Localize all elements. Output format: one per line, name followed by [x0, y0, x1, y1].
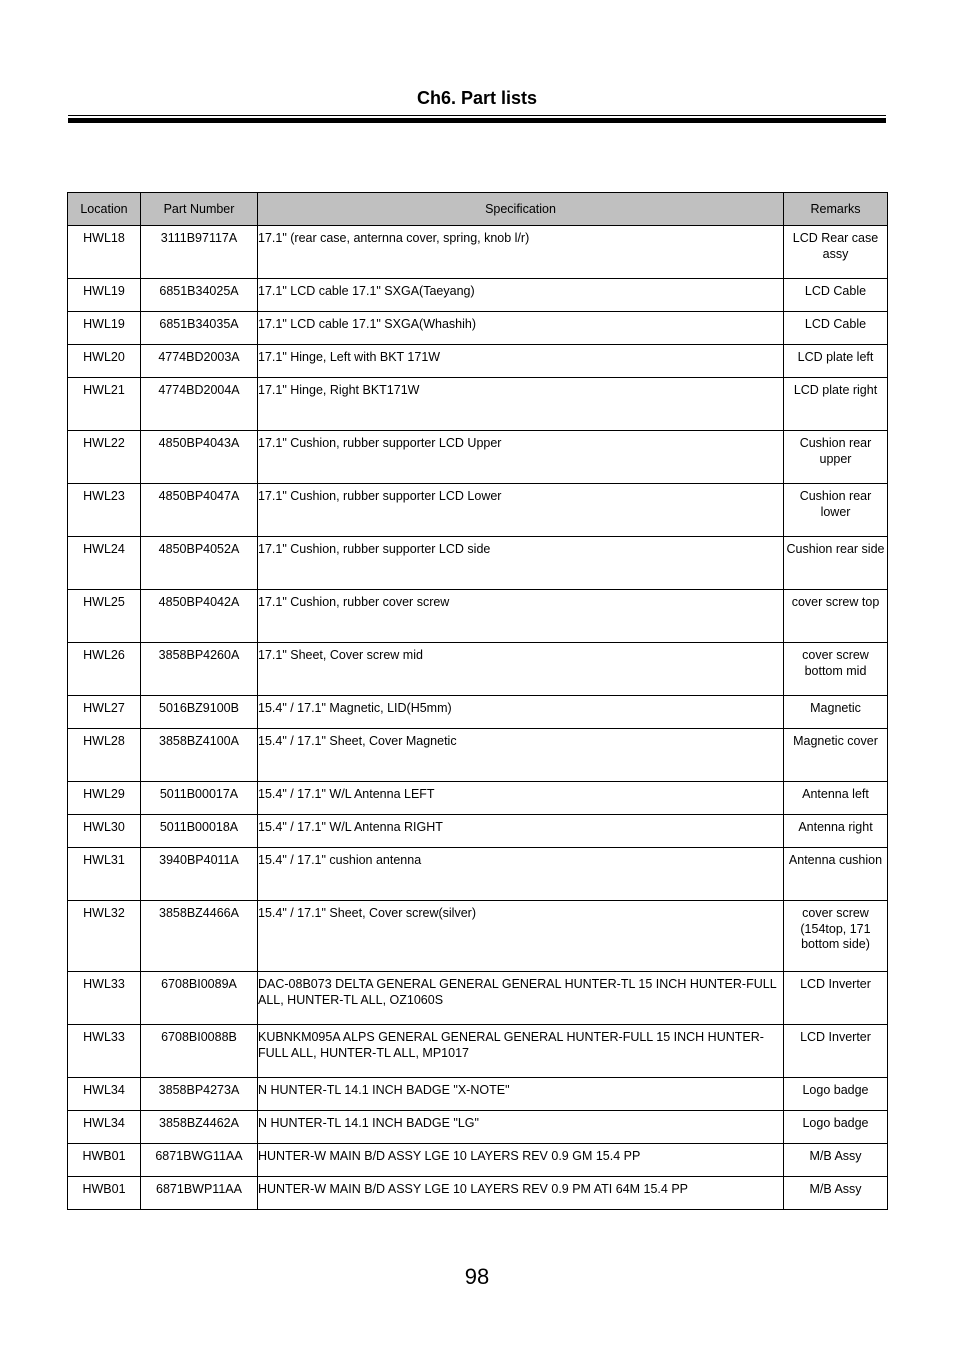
cell-location: HWL29	[68, 782, 141, 815]
header-rule-thin	[68, 115, 886, 116]
page-title: Ch6. Part lists	[416, 88, 538, 108]
cell-remarks: Cushion rear side	[784, 537, 888, 590]
table-row	[68, 643, 888, 696]
cell-remarks: Magnetic	[784, 696, 888, 729]
cell-location: HWL23	[68, 484, 141, 537]
cell-remarks: LCD Inverter	[784, 972, 888, 1025]
cell-part-number: 4774BD2003A	[141, 345, 258, 378]
cell-remarks: LCD Cable	[784, 312, 888, 345]
cell-specification: DAC-08B073 DELTA GENERAL GENERAL GENERAL HUNTER-TL 15 INCH HUNTER-FULL ALL, HUNTER-TL ALL, OZ1060S	[258, 972, 784, 1025]
cell-location: HWL21	[68, 378, 141, 431]
cell-remarks: Antenna cushion	[784, 848, 888, 901]
cell-remarks: Cushion rear upper	[784, 431, 888, 484]
header-rule-thick	[68, 118, 886, 123]
cell-specification: 17.1" LCD cable 17.1" SXGA(Taeyang)	[258, 279, 784, 312]
column-header-specification: Specification	[258, 193, 784, 226]
cell-part-number: 3858BP4260A	[141, 643, 258, 696]
cell-location: HWL27	[68, 696, 141, 729]
cell-part-number: 3858BZ4100A	[141, 729, 258, 782]
cell-remarks: LCD plate left	[784, 345, 888, 378]
cell-specification: 17.1" Cushion, rubber supporter LCD Lower	[258, 484, 784, 537]
cell-part-number: 3940BP4011A	[141, 848, 258, 901]
table-row	[68, 537, 888, 590]
cell-part-number: 4774BD2004A	[141, 378, 258, 431]
table-row	[68, 1144, 888, 1177]
cell-remarks: LCD Inverter	[784, 1025, 888, 1078]
cell-specification: 17.1" Sheet, Cover screw mid	[258, 643, 784, 696]
cell-location: HWL28	[68, 729, 141, 782]
cell-part-number: 3111B97117A	[141, 226, 258, 279]
cell-location: HWL25	[68, 590, 141, 643]
cell-specification: 17.1" Hinge, Right BKT171W	[258, 378, 784, 431]
cell-remarks: cover screw (154top, 171 bottom side)	[784, 901, 888, 972]
table-header-row	[68, 193, 888, 226]
parts-table-body	[68, 226, 888, 1210]
cell-location: HWL34	[68, 1111, 141, 1144]
cell-remarks: M/B Assy	[784, 1177, 888, 1210]
table-row	[68, 345, 888, 378]
cell-specification: 17.1" Hinge, Left with BKT 171W	[258, 345, 784, 378]
table-row	[68, 782, 888, 815]
table-row	[68, 226, 888, 279]
cell-specification: HUNTER-W MAIN B/D ASSY LGE 10 LAYERS REV 0.9 PM ATI 64M 15.4 PP	[258, 1177, 784, 1210]
cell-location: HWL32	[68, 901, 141, 972]
parts-table	[67, 192, 888, 1210]
cell-part-number: 6708BI0089A	[141, 972, 258, 1025]
cell-location: HWB01	[68, 1144, 141, 1177]
table-row	[68, 901, 888, 972]
cell-part-number: 5016BZ9100B	[141, 696, 258, 729]
table-row	[68, 1177, 888, 1210]
cell-location: HWL31	[68, 848, 141, 901]
column-header-part-number: Part Number	[141, 193, 258, 226]
cell-remarks: Logo badge	[784, 1111, 888, 1144]
cell-specification: 17.1" Cushion, rubber supporter LCD side	[258, 537, 784, 590]
cell-specification: 15.4" / 17.1" Sheet, Cover Magnetic	[258, 729, 784, 782]
cell-location: HWL19	[68, 312, 141, 345]
table-row	[68, 729, 888, 782]
cell-part-number: 5011B00018A	[141, 815, 258, 848]
table-row	[68, 848, 888, 901]
cell-remarks: M/B Assy	[784, 1144, 888, 1177]
cell-location: HWL34	[68, 1078, 141, 1111]
cell-location: HWL33	[68, 1025, 141, 1078]
cell-part-number: 4850BP4047A	[141, 484, 258, 537]
table-row	[68, 279, 888, 312]
table-row	[68, 1078, 888, 1111]
cell-location: HWL19	[68, 279, 141, 312]
table-row	[68, 696, 888, 729]
table-row	[68, 1025, 888, 1078]
cell-specification: 15.4" / 17.1" W/L Antenna RIGHT	[258, 815, 784, 848]
cell-remarks: LCD Rear case assy	[784, 226, 888, 279]
page-number: 98	[464, 1264, 490, 1289]
table-row	[68, 312, 888, 345]
cell-remarks: cover screw bottom mid	[784, 643, 888, 696]
cell-location: HWL26	[68, 643, 141, 696]
cell-part-number: 6871BWG11AA	[141, 1144, 258, 1177]
cell-specification: 17.1" (rear case, anternna cover, spring, knob l/r)	[258, 226, 784, 279]
cell-part-number: 6851B34025A	[141, 279, 258, 312]
cell-part-number: 6871BWP11AA	[141, 1177, 258, 1210]
cell-remarks: Magnetic cover	[784, 729, 888, 782]
cell-specification: KUBNKM095A ALPS GENERAL GENERAL GENERAL HUNTER-FULL 15 INCH HUNTER-FULL ALL, HUNTER-TL ALL, MP1017	[258, 1025, 784, 1078]
table-row	[68, 378, 888, 431]
cell-specification: 15.4" / 17.1" Magnetic, LID(H5mm)	[258, 696, 784, 729]
cell-remarks: Antenna right	[784, 815, 888, 848]
cell-specification: 17.1" Cushion, rubber cover screw	[258, 590, 784, 643]
cell-remarks: Cushion rear lower	[784, 484, 888, 537]
cell-part-number: 3858BP4273A	[141, 1078, 258, 1111]
cell-location: HWB01	[68, 1177, 141, 1210]
cell-part-number: 6708BI0088B	[141, 1025, 258, 1078]
cell-remarks: LCD plate right	[784, 378, 888, 431]
table-row	[68, 484, 888, 537]
table-row	[68, 972, 888, 1025]
cell-specification: 15.4" / 17.1" Sheet, Cover screw(silver)	[258, 901, 784, 972]
table-row	[68, 815, 888, 848]
cell-remarks: Antenna left	[784, 782, 888, 815]
cell-specification: 17.1" LCD cable 17.1" SXGA(Whashih)	[258, 312, 784, 345]
table-row	[68, 431, 888, 484]
cell-location: HWL20	[68, 345, 141, 378]
cell-specification: N HUNTER-TL 14.1 INCH BADGE "X-NOTE"	[258, 1078, 784, 1111]
cell-specification: N HUNTER-TL 14.1 INCH BADGE "LG"	[258, 1111, 784, 1144]
cell-part-number: 4850BP4052A	[141, 537, 258, 590]
cell-part-number: 3858BZ4462A	[141, 1111, 258, 1144]
cell-part-number: 5011B00017A	[141, 782, 258, 815]
column-header-remarks: Remarks	[784, 193, 888, 226]
cell-location: HWL24	[68, 537, 141, 590]
cell-location: HWL18	[68, 226, 141, 279]
table-row	[68, 1111, 888, 1144]
cell-location: HWL33	[68, 972, 141, 1025]
cell-remarks: cover screw top	[784, 590, 888, 643]
cell-part-number: 4850BP4043A	[141, 431, 258, 484]
column-header-location: Location	[68, 193, 141, 226]
cell-specification: 17.1" Cushion, rubber supporter LCD Upper	[258, 431, 784, 484]
cell-specification: 15.4" / 17.1" cushion antenna	[258, 848, 784, 901]
cell-remarks: Logo badge	[784, 1078, 888, 1111]
cell-part-number: 3858BZ4466A	[141, 901, 258, 972]
cell-part-number: 4850BP4042A	[141, 590, 258, 643]
cell-location: HWL30	[68, 815, 141, 848]
cell-location: HWL22	[68, 431, 141, 484]
table-row	[68, 590, 888, 643]
cell-specification: 15.4" / 17.1" W/L Antenna LEFT	[258, 782, 784, 815]
cell-remarks: LCD Cable	[784, 279, 888, 312]
cell-specification: HUNTER-W MAIN B/D ASSY LGE 10 LAYERS REV 0.9 GM 15.4 PP	[258, 1144, 784, 1177]
cell-part-number: 6851B34035A	[141, 312, 258, 345]
